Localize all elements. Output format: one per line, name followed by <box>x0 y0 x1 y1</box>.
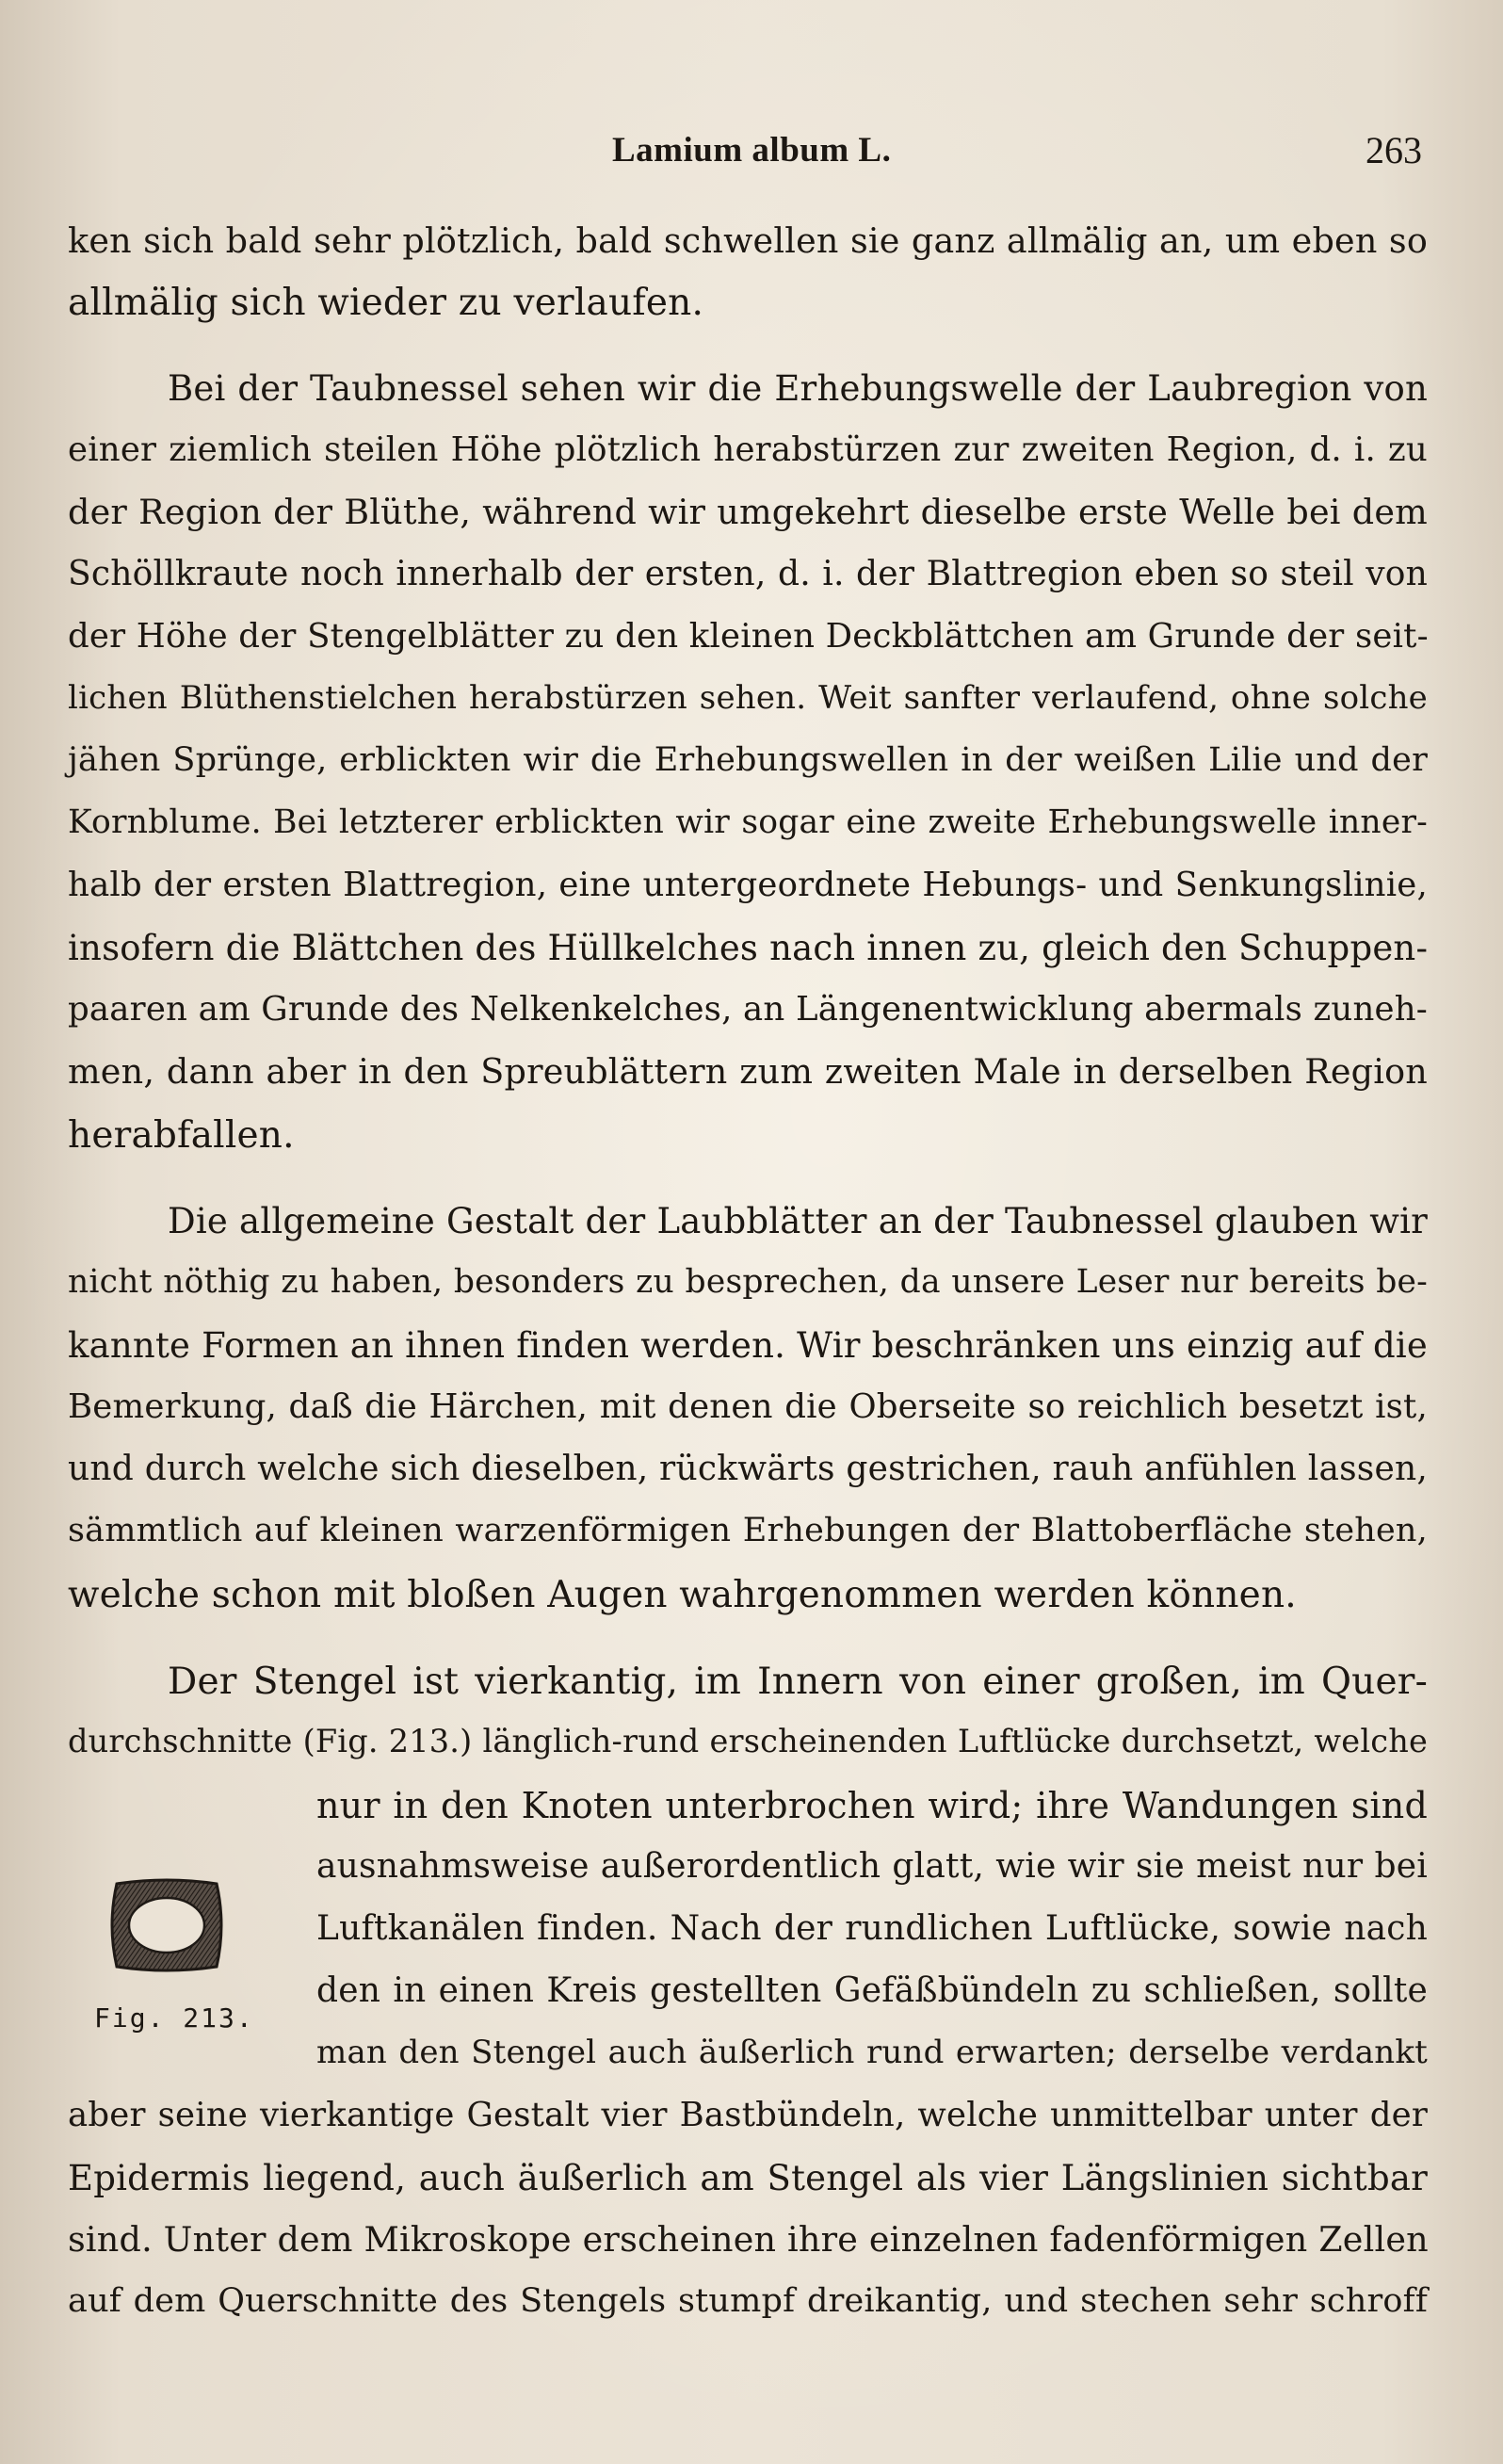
text-line: Kornblume. Bei letzterer erblickten wir sogar eine zweite Erhebungswelle inner- <box>68 803 1428 841</box>
text-line: den in einen Kreis gestellten Gefäßbündeln zu schließen, sollte <box>316 1971 1428 2010</box>
page-number: 263 <box>1366 129 1422 171</box>
text-line: men, dann aber in den Spreublättern zum zweiten Male in derselben Region <box>68 1051 1428 1092</box>
text-line: auf dem Querschnitte des Stengels stumpf dreikantig, und stechen sehr schroff <box>68 2282 1428 2320</box>
text-line: der Region der Blüthe, während wir umgekehrt dieselbe erste Welle bei dem <box>68 492 1428 532</box>
running-title: Lamium album L. <box>612 131 892 170</box>
text-line: lichen Blüthenstielchen herabstürzen sehen. Weit sanfter verlaufend, ohne solche <box>68 679 1428 717</box>
text-line: aber seine vierkantige Gestalt vier Bastbündeln, welche unmittelbar unter der <box>68 2096 1428 2134</box>
text-line: man den Stengel auch äußerlich rund erwarten; derselbe verdankt <box>316 2034 1428 2071</box>
text-line: paaren am Grunde des Nelkenkelches, an Längenentwicklung abermals zuneh- <box>68 990 1428 1029</box>
text-line: und durch welche sich dieselben, rückwärts gestrichen, rauh anfühlen lassen, <box>68 1450 1428 1488</box>
text-line: Der Stengel ist vierkantig, im Innern von einer großen, im Quer- <box>168 1661 1428 1703</box>
text-line: welche schon mit bloßen Augen wahrgenommen werden können. <box>68 1574 1297 1616</box>
text-line: ken sich bald sehr plötzlich, bald schwellen sie ganz allmälig an, um eben so <box>68 220 1428 261</box>
text-line: der Höhe der Stengelblätter zu den kleinen Deckblättchen am Grunde der seit- <box>68 617 1429 656</box>
text-line: nicht nöthig zu haben, besonders zu besprechen, da unsere Leser nur bereits be- <box>68 1263 1428 1301</box>
text-line: jähen Sprünge, erblickten wir die Erhebungswellen in der weißen Lilie und der <box>68 741 1428 779</box>
text-line: insofern die Blättchen des Hüllkelches nach innen zu, gleich den Schuppen- <box>68 928 1429 968</box>
text-line: nur in den Knoten unterbrochen wird; ihre Wandungen sind <box>316 1785 1428 1826</box>
text-line: ausnahmsweise außerordentlich glatt, wie wir sie meist nur bei <box>316 1847 1428 1886</box>
text-line: Die allgemeine Gestalt der Laubblätter an der Taubnessel glauben wir <box>168 1201 1428 1241</box>
text-line: einer ziemlich steilen Höhe plötzlich herabstürzen zur zweiten Region, d. i. zu <box>68 430 1428 469</box>
stem-cross-section-figure <box>107 1876 226 1974</box>
text-line: Epidermis liegend, auch äußerlich am Stengel als vier Längslinien sichtbar <box>68 2158 1428 2198</box>
text-line: kannte Formen an ihnen finden werden. Wir beschränken uns einzig auf die <box>68 1325 1428 1366</box>
text-line: Luftkanälen finden. Nach der rundlichen Luftlücke, sowie nach <box>316 1909 1428 1948</box>
text-line: herabfallen. <box>68 1114 295 1157</box>
text-line: Schöllkraute noch innerhalb der ersten, d. i. der Blattregion eben so steil von <box>68 555 1428 593</box>
text-line: sämmtlich auf kleinen warzenförmigen Erhebungen der Blattoberfläche stehen, <box>68 1512 1428 1549</box>
text-line: Bemerkung, daß die Härchen, mit denen die Oberseite so reichlich besetzt ist, <box>68 1387 1428 1426</box>
text-line: halb der ersten Blattregion, eine untergeordnete Hebungs- und Senkungslinie, <box>68 866 1428 904</box>
figure-caption: Fig. 213. <box>94 2002 254 2034</box>
text-line: sind. Unter dem Mikroskope erscheinen ihre einzelnen fadenförmigen Zellen <box>68 2219 1429 2260</box>
text-line: Bei der Taubnessel sehen wir die Erhebungswelle der Laubregion von <box>168 368 1428 409</box>
text-line: durchschnitte (Fig. 213.) länglich-rund erscheinenden Luftlücke durchsetzt, welche <box>68 1723 1428 1759</box>
text-line: allmälig sich wieder zu verlaufen. <box>68 282 704 324</box>
